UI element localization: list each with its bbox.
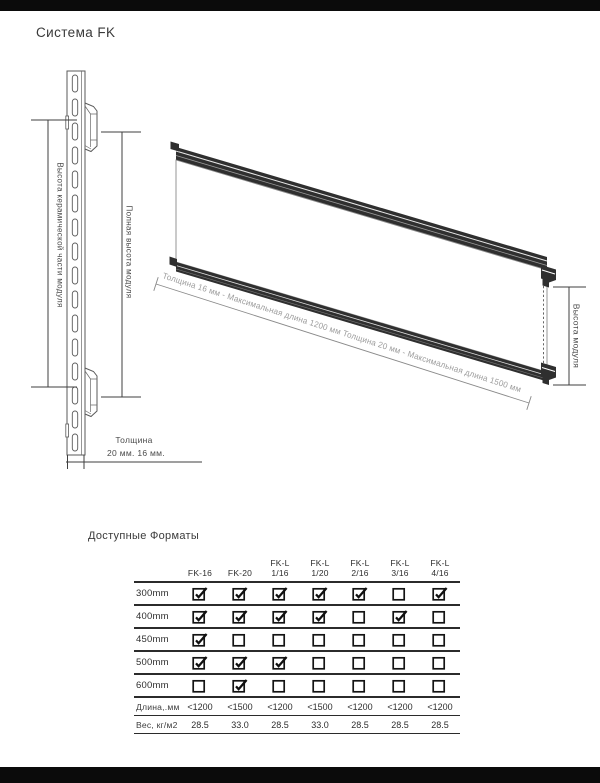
checkbox-checked (272, 610, 288, 624)
checkbox-unchecked (392, 679, 408, 693)
format-cell (180, 656, 220, 670)
row-label: 500mm (136, 657, 169, 668)
column-header-line2: 1/20 (311, 567, 329, 578)
column-header-line2: 1/16 (271, 567, 289, 578)
row-label: Вес, кг/м2 (136, 719, 178, 730)
format-cell: 33.0 (311, 719, 329, 730)
checkbox-unchecked (232, 633, 248, 647)
table-row (134, 652, 460, 675)
format-cell (420, 679, 460, 693)
format-cell (420, 587, 460, 601)
checkbox-unchecked (432, 633, 448, 647)
checkbox-unchecked (352, 633, 368, 647)
checkbox-checked (232, 656, 248, 670)
checkbox-unchecked (312, 656, 328, 670)
row-label: 600mm (136, 680, 169, 691)
format-cell (300, 679, 340, 693)
column-header (260, 559, 300, 578)
table-row (134, 675, 460, 698)
checkbox-checked (312, 610, 328, 624)
checkbox-unchecked (192, 679, 208, 693)
checkbox-checked (192, 610, 208, 624)
column-header (220, 569, 260, 579)
column-header (180, 569, 220, 579)
dim-full-height-label: Полная высота модуля (124, 205, 134, 299)
panel-left-cap-top (171, 142, 180, 152)
checkbox-checked (192, 656, 208, 670)
table-row (134, 606, 460, 629)
column-header-line1: FK-L (430, 558, 450, 568)
formats-title: Доступные Форматы (88, 530, 200, 542)
format-cell: <1500 (307, 701, 333, 712)
column-header (300, 559, 340, 578)
format-cell (220, 656, 260, 670)
row-label: 300mm (136, 588, 169, 599)
format-cell (340, 679, 380, 693)
format-cell (300, 656, 340, 670)
format-cell (380, 633, 420, 647)
row-label: 400mm (136, 611, 169, 622)
format-cell (220, 633, 260, 647)
checkbox-unchecked (352, 656, 368, 670)
format-cell (180, 633, 220, 647)
checkbox-checked (272, 656, 288, 670)
format-cell (220, 587, 260, 601)
checkbox-unchecked (272, 679, 288, 693)
table-row (134, 629, 460, 652)
row-label: Длина,.мм (136, 701, 180, 712)
format-cell (380, 656, 420, 670)
format-cell (180, 587, 220, 601)
format-cell: 28.5 (351, 719, 369, 730)
format-cell (420, 633, 460, 647)
column-header-line1: FK-L (270, 558, 290, 568)
checkbox-checked (352, 587, 368, 601)
checkbox-unchecked (432, 656, 448, 670)
checkbox-checked (432, 587, 448, 601)
column-header (380, 559, 420, 578)
thickness-values: 20 мм. 16 мм. (107, 448, 165, 458)
dim-full-height-line (101, 132, 141, 397)
format-cell (260, 679, 300, 693)
format-cell (260, 587, 300, 601)
format-cell: <1200 (427, 701, 453, 712)
checkbox-unchecked (312, 633, 328, 647)
format-cell (300, 633, 340, 647)
checkbox-checked (192, 633, 208, 647)
panel-right-cap-bottom (541, 363, 556, 386)
table-row (134, 716, 460, 734)
format-cell (260, 610, 300, 624)
checkbox-checked (272, 587, 288, 601)
format-cell: 28.5 (391, 719, 409, 730)
table-row (134, 698, 460, 716)
checkbox-checked (392, 610, 408, 624)
panel-3d (170, 142, 557, 386)
format-cell (380, 610, 420, 624)
checkbox-checked (232, 610, 248, 624)
format-cell (340, 633, 380, 647)
format-cell: <1200 (347, 701, 373, 712)
format-cell: <1500 (227, 701, 253, 712)
format-cell (300, 610, 340, 624)
column-header-line2: 3/16 (391, 567, 409, 578)
format-cell (420, 610, 460, 624)
format-cell: <1200 (387, 701, 413, 712)
page-title: Система FK (36, 25, 116, 40)
format-cell: 28.5 (431, 719, 449, 730)
row-label: 450mm (136, 634, 169, 645)
checkbox-checked (232, 587, 248, 601)
clip-top (85, 103, 97, 152)
format-cell (180, 679, 220, 693)
dim-module-height-label: Высота модуля (571, 303, 582, 369)
checkbox-unchecked (392, 587, 408, 601)
checkbox-unchecked (392, 656, 408, 670)
checkbox-unchecked (352, 610, 368, 624)
formats-table (134, 552, 460, 734)
format-cell: <1200 (187, 701, 213, 712)
checkbox-checked (192, 587, 208, 601)
format-cell: <1200 (267, 701, 293, 712)
format-cell (340, 656, 380, 670)
checkbox-checked (312, 587, 328, 601)
format-cell (300, 587, 340, 601)
checkbox-unchecked (272, 633, 288, 647)
checkbox-unchecked (352, 679, 368, 693)
format-cell: 28.5 (191, 719, 209, 730)
checkbox-unchecked (312, 679, 328, 693)
column-header-line2: 2/16 (351, 567, 369, 578)
format-cell (340, 610, 380, 624)
diagonal-dim-label: Толщина 16 мм - Максимальная длина 1200 мм Толщина 20 мм - Максимальная длина 1500 мм (161, 270, 538, 400)
checkbox-unchecked (392, 633, 408, 647)
format-cell (220, 610, 260, 624)
format-cell (180, 610, 220, 624)
checkbox-unchecked (432, 610, 448, 624)
format-cell: 28.5 (271, 719, 289, 730)
column-header-line1: FK-L (350, 558, 370, 568)
thickness-label: Толщина (115, 435, 153, 445)
format-cell (340, 587, 380, 601)
format-cell (420, 656, 460, 670)
format-cell (380, 679, 420, 693)
checkbox-unchecked (432, 679, 448, 693)
rail-profile (66, 71, 85, 455)
format-cell (260, 633, 300, 647)
column-header-line1: FK-L (390, 558, 410, 568)
format-cell: 33.0 (231, 719, 249, 730)
format-cell (260, 656, 300, 670)
column-header-line2: FK-16 (187, 567, 213, 578)
column-header-line2: 4/16 (431, 567, 449, 578)
formats-header-row (134, 552, 460, 583)
dim-ceramic-height-label: Высота керамической части модуля (55, 162, 65, 308)
format-cell (220, 679, 260, 693)
column-header-line1: FK-L (310, 558, 330, 568)
panel-right-cap-top (541, 265, 556, 288)
clip-bottom (85, 368, 97, 417)
column-header (340, 559, 380, 578)
checkbox-checked (232, 679, 248, 693)
column-header (420, 559, 460, 578)
column-header-line2: FK-20 (227, 567, 253, 578)
table-row (134, 583, 460, 606)
format-cell (380, 587, 420, 601)
